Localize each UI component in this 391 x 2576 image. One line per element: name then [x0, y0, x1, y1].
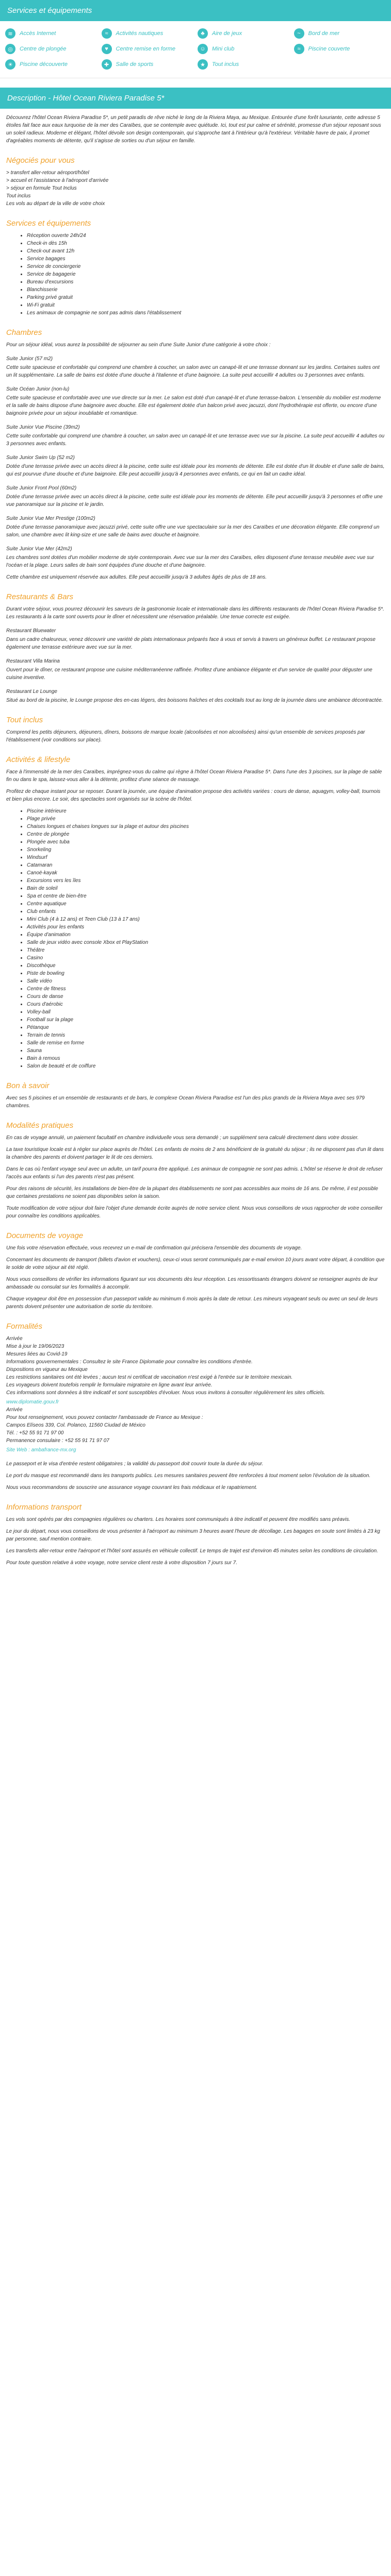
activite-item: • Activités pour les enfants: [27, 923, 385, 931]
restaurant-text: Dans un cadre chaleureux, venez découvrir une variété de plats internationaux préparés face à vous et servis à travers un généreux buffet. Le restaurant propose également une terrasse extérieure avec vue sur la mer.: [6, 637, 376, 650]
formalite-line: Dispositions en vigueur au Mexique: [6, 1367, 88, 1372]
service-label: Salle de sports: [116, 61, 154, 67]
service-item: [102, 59, 194, 70]
info-paragraph: Le jour du départ, nous vous conseillons de vous présenter à l'aéroport au minimum 3 heures avant l'heure de décollage. Les bagages en soute sont limités à 23 kg par personne, sauf mention contraire.: [6, 1529, 380, 1542]
restaurants-title: Restaurants & Bars: [6, 592, 74, 601]
restaurants-intro: Durant votre séjour, vous pourrez découvrir les saveurs de la gastronomie locale et internationale dans les différents restaurants de l'hôtel Ocean Riviera Paradise 5*. Les restaurants à la carte sont ouverts pour le dîner et nécessitent une réservation préalable. Une tenue correcte est exigée.: [6, 606, 384, 620]
activite-item: • Cours de danse: [27, 993, 385, 1001]
room-name: Suite Junior Vue Mer Prestige (100m2): [6, 516, 95, 521]
rooms-list: [6, 356, 385, 569]
negocie-line: Tout inclus: [6, 193, 31, 199]
activite-item: • Club enfants: [27, 908, 385, 916]
modalites-title: Modalités pratiques: [6, 1121, 74, 1130]
service-eq-item: • Wi-Fi gratuit: [27, 301, 385, 309]
service-label: Activités nautiques: [116, 30, 164, 37]
activite-item: • Chaises longues et chaises longues sur la plage et autour des piscines: [27, 823, 385, 831]
activite-item: • Théâtre: [27, 946, 385, 954]
restaurant-text: Situé au bord de la piscine, le Lounge propose des en-cas légers, des boissons fraîches et des cocktails tout au long de la journée dans une ambiance décontractée.: [6, 698, 383, 703]
formalite-link[interactable]: www.diplomatie.gouv.fr: [6, 1399, 59, 1405]
service-eq-item: • Bureau d'excursions: [27, 278, 385, 286]
services-grid: [0, 21, 391, 78]
document-paragraph: Une fois votre réservation effectuée, vous recevrez un e-mail de confirmation qui précisera l'ensemble des documents de voyage.: [6, 1245, 302, 1251]
service-eq-item: • Service bagages: [27, 255, 385, 263]
service-item: [5, 28, 97, 39]
activite-item: • Mini Club (4 à 12 ans) et Teen Club (13 à 17 ans): [27, 916, 385, 923]
restaurant-name: Restaurant Le Lounge: [6, 689, 57, 694]
service-item: [102, 28, 194, 39]
rooms-note: Cette chambre est uniquement réservée aux adultes. Elle peut accueillir jusqu'à 3 adultes âgés de plus de 18 ans.: [6, 574, 267, 580]
diving-icon: ◎: [5, 44, 15, 54]
activite-item: • Canoë-kayak: [27, 869, 385, 877]
service-eq-item: • Blanchisserie: [27, 286, 385, 294]
activite-item: • Bain de soleil: [27, 885, 385, 892]
activite-item: • Piste de bowling: [27, 970, 385, 977]
service-eq-item: • Check-out avant 12h: [27, 247, 385, 255]
activite-item: • Plage privée: [27, 815, 385, 823]
formalite-paragraph: Nous vous recommandons de souscrire une assurance voyage couvrant les frais médicaux et le rapatriement.: [6, 1485, 257, 1490]
activite-item: • Piscine intérieure: [27, 807, 385, 815]
service-eq-item: • Réception ouverte 24h/24: [27, 232, 385, 240]
room-text: Cette suite spacieuse et confortable qui comprend une chambre à coucher, un salon avec un canapé-lit et une terrasse donnant sur les jardins. Certaines suites ont un lit supplémentaire. La salle de bains est dotée d'une douche à l'italienne et d'une baignoire. La suite peut accueillir 4 adultes ou 3 personnes avec enfants.: [6, 365, 380, 378]
services-eq-list: [6, 232, 385, 317]
loisirs-title: Tout inclus: [6, 716, 43, 724]
activite-item: • Salle vidéo: [27, 977, 385, 985]
activite-item: • Plongée avec tuba: [27, 838, 385, 846]
service-eq-item: • Les animaux de compagnie ne sont pas admis dans l'établissement: [27, 309, 385, 317]
activite-item: • Sauna: [27, 1047, 385, 1055]
activite-item: • Centre de plongée: [27, 831, 385, 838]
document-paragraph: Concernant les documents de transport (billets d'avion et vouchers), ceux-ci vous seront communiqués par e-mail environ 10 jours avant votre départ, à condition que le solde de votre séjour ait été réglé.: [6, 1257, 385, 1270]
infos-title: Informations transport: [6, 1503, 82, 1512]
activite-item: • Spa et centre de bien-être: [27, 892, 385, 900]
service-label: Aire de jeux: [212, 30, 242, 37]
room-name: Suite Junior Vue Piscine (39m2): [6, 425, 80, 430]
modalite-paragraph: Pour des raisons de sécurité, les installations de bien-être de la plupart des établissements ne sont pas accessibles aux moins de 16 ans. De même, il est possible que certaines prestations ne soient pas disponibles selon la saison.: [6, 1186, 378, 1199]
formalite-line: Mesures liées au Covid-19: [6, 1351, 68, 1357]
bonasavoir-text: Avec ses 5 piscines et un ensemble de restaurants et de bars, le complexe Ocean Riviera Paradise est l'un des plus grands de la Riviera Maya avec ses 979 chambres.: [6, 1095, 365, 1109]
info-paragraph: Les transferts aller-retour entre l'aéroport et l'hôtel sont assurés en véhicule collectif. Le temps de trajet est d'environ 45 minutes selon les conditions de circulation.: [6, 1548, 378, 1554]
service-label: Centre remise en forme: [116, 46, 176, 52]
info-paragraph: Les vols sont opérés par des compagnies régulières ou charters. Les horaires sont communiqués à titre indicatif et peuvent être modifiés sans préavis.: [6, 1517, 351, 1522]
negocie-line: > transfert aller-retour aéroport/hôtel: [6, 170, 89, 176]
documents-title: Documents de voyage: [6, 1231, 84, 1240]
restaurants-list: [6, 628, 385, 704]
documents-paragraphs: [6, 1244, 385, 1311]
formalite-line: Les restrictions sanitaires ont été levées ; aucun test ni certificat de vaccination n'est exigé à l'entrée sur le territoire mexicain.: [6, 1375, 293, 1380]
activite-item: • Windsurf: [27, 854, 385, 861]
activite-item: • Excursions vers les îles: [27, 877, 385, 885]
infos-paragraphs: [6, 1516, 385, 1567]
negocies-title: Négociés pour vous: [6, 156, 75, 165]
formalite-paragraph: Le passeport et le visa d'entrée restent obligatoires ; la validité du passeport doit couvrir toute la durée du séjour.: [6, 1461, 264, 1467]
info-paragraph: Pour toute question relative à votre voyage, notre service client reste à votre disposition 7 jours sur 7.: [6, 1560, 238, 1566]
fitness-icon: ♥: [102, 44, 112, 54]
chambres-title: Chambres: [6, 328, 42, 337]
negocie-line: > séjour en formule Tout Inclus: [6, 185, 77, 191]
services-eq-title: Services et équipements: [6, 219, 91, 228]
all-inclusive-icon: ★: [198, 59, 208, 70]
activite-item: • Salle de jeux vidéo avec console Xbox et PlayStation: [27, 939, 385, 946]
room-text: Les chambres sont dotées d'un mobilier moderne de style contemporain. Avec vue sur la mer des Caraïbes, elles disposent d'une terrasse meublée avec vue sur l'océan et la plage. Leurs salles de bain sont équipées d'une douche et d'une baignoire.: [6, 555, 374, 568]
modalites-paragraphs: [6, 1134, 385, 1220]
chambres-intro: Pour un séjour idéal, vous aurez la possibilité de séjourner au sein d'une Suite Junior d'une catégorie à votre choix :: [6, 342, 271, 348]
formalite-paragraph: Le port du masque est recommandé dans les transports publics. Les mesures sanitaires peuvent être renforcées à tout moment selon l'évolution de la situation.: [6, 1473, 371, 1479]
formalites-lines: [6, 1335, 385, 1454]
room-name: Suite Junior Swim Up (52 m2): [6, 455, 75, 461]
activite-item: • Centre de fitness: [27, 985, 385, 993]
service-item: [198, 44, 290, 54]
formalite-line: [6, 1445, 385, 1454]
formalite-line: Pour tout renseignement, vous pouvez contacter l'ambassade de France au Mexique :: [6, 1415, 203, 1420]
service-item: [198, 28, 290, 39]
loisirs-intro: Comprend les petits déjeuners, déjeuners, dîners, boissons de marque locale (alcoolisées et non alcoolisées) ainsi qu'un ensemble de services proposés par l'établissement (voir conditions sur place).: [6, 730, 365, 743]
formalite-line: Ces informations sont données à titre indicatif et sont susceptibles d'évoluer. Nous vous invitons à consulter régulièrement les sites officiels.: [6, 1390, 325, 1396]
formalite-link[interactable]: Site Web : ambafrance-mx.org: [6, 1447, 76, 1453]
service-label: Tout inclus: [212, 61, 239, 67]
negocies-list: [6, 169, 385, 208]
activite-item: • Bain à remous: [27, 1055, 385, 1062]
service-item: [294, 28, 386, 39]
restaurant-name: Restaurant Bluewater: [6, 628, 56, 634]
activite-item: • Centre aquatique: [27, 900, 385, 908]
service-eq-item: • Check-in dès 15h: [27, 240, 385, 247]
bonasavoir-title: Bon à savoir: [6, 1081, 50, 1090]
modalite-paragraph: La taxe touristique locale est à régler sur place auprès de l'hôtel. Les enfants de moins de 2 ans bénéficient de la gratuité du séjour ; ils ne disposent pas d'un lit dans la chambre des parents et doivent partager le lit de ces derniers.: [6, 1147, 384, 1160]
activite-item: • Volley-ball: [27, 1008, 385, 1016]
room-text: Cette suite spacieuse et confortable avec une vue directe sur la mer. Le salon est doté d'un canapé-lit et d'une terrasse-balcon. L'ensemble du mobilier est moderne et la salle de bains dispose d'une baignoire avec douche. Elle est également dotée d'un balcon privé avec jacuzzi, dont l'hydrothérapie est offerte, ou encore d'une baignoire privée pour un séjour inoubliable et romantique.: [6, 395, 381, 416]
service-label: Accès Internet: [20, 30, 56, 37]
formalite-line: Arrivée: [6, 1407, 23, 1413]
services-section-title: Services et équipements: [0, 0, 391, 21]
service-label: Piscine découverte: [20, 61, 68, 67]
room-name: Suite Junior Front Pool (60m2): [6, 485, 77, 491]
activite-item: • Snorkeling: [27, 846, 385, 854]
restaurant-name: Restaurant Villa Marina: [6, 658, 60, 664]
document-paragraph: Nous vous conseillons de vérifier les informations figurant sur vos documents dès leur réception. Les ressortissants étrangers doivent se renseigner auprès de leur ambassade ou consulat sur les formalités à accomplir.: [6, 1277, 378, 1290]
activite-item: • Équipe d'animation: [27, 931, 385, 939]
activite-item: • Terrain de tennis: [27, 1031, 385, 1039]
room-text: Cette suite confortable qui comprend une chambre à coucher, un salon avec un canapé-lit et une terrasse avec vue sur la piscine. La suite peut accueillir 4 adultes ou 3 personnes avec enfants.: [6, 433, 385, 447]
water-activities-icon: ≈: [102, 28, 112, 39]
modalite-paragraph: En cas de voyage annulé, un paiement facultatif en chambre individuelle vous sera demandé ; un supplément sera calculé directement dans votre dossier.: [6, 1135, 359, 1141]
activite-item: • Cours d'aérobic: [27, 1001, 385, 1008]
room-text: Dotée d'une terrasse panoramique avec jacuzzi privé, cette suite offre une vue spectaculaire sur la mer des Caraïbes et une décoration élégante. Elle comprend un salon, une chambre avec lit king-size et une salle de bains avec douche et baignoire.: [6, 524, 380, 538]
formalite-line: Campos Elíseos 339, Col. Polanco, 11560 Ciudad de México: [6, 1422, 145, 1428]
formalite-line: Permanence consulaire : +52 55 91 71 97 07: [6, 1438, 109, 1444]
restaurant-text: Ouvert pour le dîner, ce restaurant propose une cuisine méditerranéenne raffinée. Profitez d'une ambiance élégante et d'un service de qualité pour déguster une cuisine inventive.: [6, 667, 372, 681]
formalite-line: Arrivée: [6, 1336, 23, 1342]
document-paragraph: Chaque voyageur doit être en possession d'un passeport valide au minimum 6 mois après la date de retour. Les mineurs voyageant seuls ou avec un seul de leurs parents doivent présenter une autorisation de sortie du territoire.: [6, 1296, 378, 1310]
activite-item: • Salle de remise en forme: [27, 1039, 385, 1047]
intro-text: Découvrez l'hôtel Ocean Riviera Paradise 5*, un petit paradis de rêve niché le long de la Riviera Maya, au Mexique. Entourée d'une forêt luxuriante, cette adresse 5 étoiles fait face aux eaux turquoise de la mer des Caraïbes, que se contemple avec quiétude. Ici, tout est pur calme et sérénité, promesse d'un séjour reposant sous un soleil radieux. Moderne et élégant, l'hôtel dévoile son design contemporain, qui s'approche tant à l'intérieur qu'à l'extérieur. Véritable havre de paix, il promet d'agréables moments de détente, qu'il s'agisse de sorties ou d'un séjour en famille.: [6, 115, 381, 144]
service-eq-item: • Service de conciergerie: [27, 263, 385, 270]
formalites-paragraphs: [6, 1460, 385, 1492]
gym-icon: ✚: [102, 59, 112, 70]
service-item: [5, 59, 97, 70]
room-name: Suite Junior Vue Mer (42m2): [6, 546, 72, 552]
service-label: Centre de plongée: [20, 46, 67, 52]
activite-item: • Salon de beauté et de coiffure: [27, 1062, 385, 1070]
modalite-paragraph: Toute modification de votre séjour doit faire l'objet d'une demande écrite auprès de notre service client. Nous vous conseillons de vous rapprocher de votre conseiller pour connaître les conditions applicables.: [6, 1206, 383, 1219]
formalite-line: Informations gouvernementales : Consultez le site France Diplomatie pour connaître les conditions d'entrée.: [6, 1359, 253, 1365]
wifi-icon: ≋: [5, 28, 15, 39]
description-content: [0, 109, 391, 1581]
formalite-line: Les voyageurs doivent toutefois remplir le formulaire migratoire en ligne avant leur arrivée.: [6, 1382, 213, 1388]
formalites-title: Formalités: [6, 1322, 43, 1331]
room-name: Suite Junior (57 m2): [6, 356, 53, 362]
outdoor-pool-icon: ☀: [5, 59, 15, 70]
room-text: Dotée d'une terrasse privée avec un accès direct à la piscine, cette suite est idéale pour les moments de détente. Elle est dotée d'un lit double et d'une salle de bains, qui est pourvue d'une douche et d'une baignoire. Elle peut accueillir jusqu'à 4 personnes avec enfants, ce qui en fait un cadre idéal.: [6, 464, 385, 477]
activite-item: • Pétanque: [27, 1024, 385, 1031]
service-label: Mini club: [212, 46, 235, 52]
service-label: Piscine couverte: [308, 46, 350, 52]
negocie-line: > accueil et l'assistance à l'aéroport d'arrivée: [6, 178, 109, 183]
service-item: [294, 44, 386, 54]
service-eq-item: • Parking privé gratuit: [27, 294, 385, 301]
service-item: [102, 44, 194, 54]
room-name: Suite Océan Junior (non-lu): [6, 386, 70, 392]
modalite-paragraph: Dans le cas où l'enfant voyage seul avec un adulte, un tarif pourra être appliqué. Les animaux de compagnie ne sont pas admis. L'hôtel se réserve le droit de refuser l'accès aux enfants si l'un des parents n'est pas présent.: [6, 1166, 383, 1180]
service-item: [198, 59, 290, 70]
activite-item: • Discothèque: [27, 962, 385, 970]
activite-item: • Football sur la plage: [27, 1016, 385, 1024]
formalite-line: [6, 1397, 385, 1406]
activite-item: • Casino: [27, 954, 385, 962]
formalite-line: Tél. : +52 55 91 71 97 00: [6, 1430, 64, 1436]
playground-icon: ♣: [198, 28, 208, 39]
negocie-line: Les vols au départ de la ville de votre choix: [6, 201, 105, 207]
indoor-pool-icon: ≈: [294, 44, 304, 54]
seaside-icon: ~: [294, 28, 304, 39]
kids-club-icon: ☺: [198, 44, 208, 54]
activites-intro: Face à l'immensité de la mer des Caraïbes, imprégnez-vous du calme qui règne à l'hôtel Ocean Riviera Paradise 5*. Dans l'une des 3 piscines, sur la plage de sable fin ou dans le spa, laissez-vous aller à la détente, profitez d'une séance de massage.: [6, 769, 382, 783]
activite-item: • Catamaran: [27, 861, 385, 869]
service-label: Bord de mer: [308, 30, 340, 37]
service-eq-item: • Service de bagagerie: [27, 270, 385, 278]
activites-title: Activités & lifestyle: [6, 755, 71, 764]
formalite-line: Mise à jour le 19/06/2023: [6, 1344, 64, 1349]
description-title: Description - Hôtel Ocean Riviera Paradise 5*: [0, 88, 391, 109]
room-text: Dotée d'une terrasse privée avec un accès direct à la piscine, cette suite est idéale pour les moments de détente. Elle peut accueillir jusqu'à 3 personnes et offre une vue panoramique sur la piscine et le jardin.: [6, 494, 383, 507]
service-item: [5, 44, 97, 54]
activites-text2: Profitez de chaque instant pour se reposer. Durant la journée, une équipe d'animation propose des activités variées : cours de danse, aquagym, volley-ball, tournois et bien plus encore. Le soir, des spectacles sont organisés sur la scène de l'hôtel.: [6, 789, 381, 802]
activites-list: [6, 807, 385, 1070]
